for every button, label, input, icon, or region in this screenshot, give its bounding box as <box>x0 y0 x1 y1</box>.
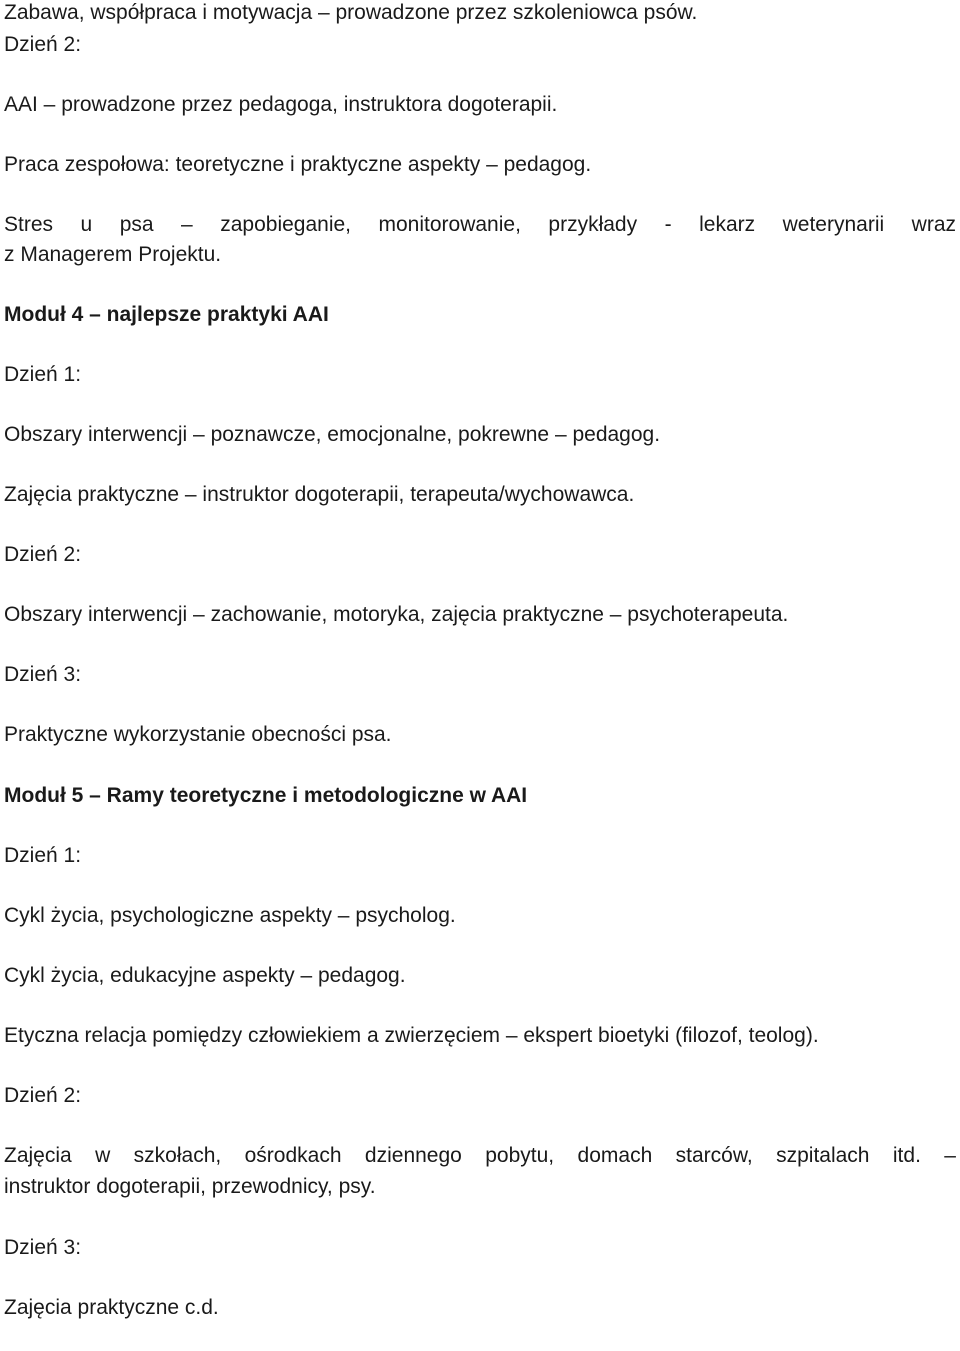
paragraph-ethics: Etyczna relacja pomiędzy człowiekiem a zwierzęciem – ekspert bioetyki (filozof, teolog). <box>4 1024 819 1047</box>
day-heading: Dzień 3: <box>4 1236 82 1259</box>
module-5-heading: Moduł 5 – Ramy teoretyczne i metodologiczne w AAI <box>4 784 528 807</box>
day-heading: Dzień 2: <box>4 33 82 56</box>
paragraph-practical-classes: Zajęcia praktyczne – instruktor dogoterapii, terapeuta/wychowawca. <box>4 483 635 506</box>
module-4-heading: Moduł 4 – najlepsze praktyki AAI <box>4 303 329 326</box>
paragraph-life-cycle-psych: Cykl życia, psychologiczne aspekty – psycholog. <box>4 904 456 927</box>
paragraph-dog-presence: Praktyczne wykorzystanie obecności psa. <box>4 723 392 746</box>
paragraph-intervention-areas-1: Obszary interwencji – poznawcze, emocjonalne, pokrewne – pedagog. <box>4 423 661 446</box>
day-heading: Dzień 3: <box>4 663 82 686</box>
day-heading: Dzień 1: <box>4 844 82 867</box>
day-heading: Dzień 1: <box>4 363 82 386</box>
paragraph-institutions-line-1: Zajęcia w szkołach, ośrodkach dziennego pobytu, domach starców, szpitalach itd. – <box>4 1144 956 1167</box>
paragraph-stress-line-1: Stres u psa – zapobieganie, monitorowanie, przykłady - lekarz weterynarii wraz <box>4 213 956 236</box>
paragraph-institutions-line-2: instruktor dogoterapii, przewodnicy, psy. <box>4 1175 376 1198</box>
paragraph-teamwork: Praca zespołowa: teoretyczne i praktyczne aspekty – pedagog. <box>4 153 592 176</box>
paragraph-intervention-areas-2: Obszary interwencji – zachowanie, motoryka, zajęcia praktyczne – psychoterapeuta. <box>4 603 789 626</box>
day-heading: Dzień 2: <box>4 543 82 566</box>
paragraph-stress-line-2: z Managerem Projektu. <box>4 243 222 266</box>
day-heading: Dzień 2: <box>4 1084 82 1107</box>
paragraph-aai: AAI – prowadzone przez pedagoga, instruktora dogoterapii. <box>4 93 558 116</box>
paragraph-life-cycle-edu: Cykl życia, edukacyjne aspekty – pedagog. <box>4 964 406 987</box>
paragraph-activities: Zabawa, współpraca i motywacja – prowadzone przez szkoleniowca psów. <box>4 1 698 24</box>
paragraph-practical-cont: Zajęcia praktyczne c.d. <box>4 1296 219 1319</box>
